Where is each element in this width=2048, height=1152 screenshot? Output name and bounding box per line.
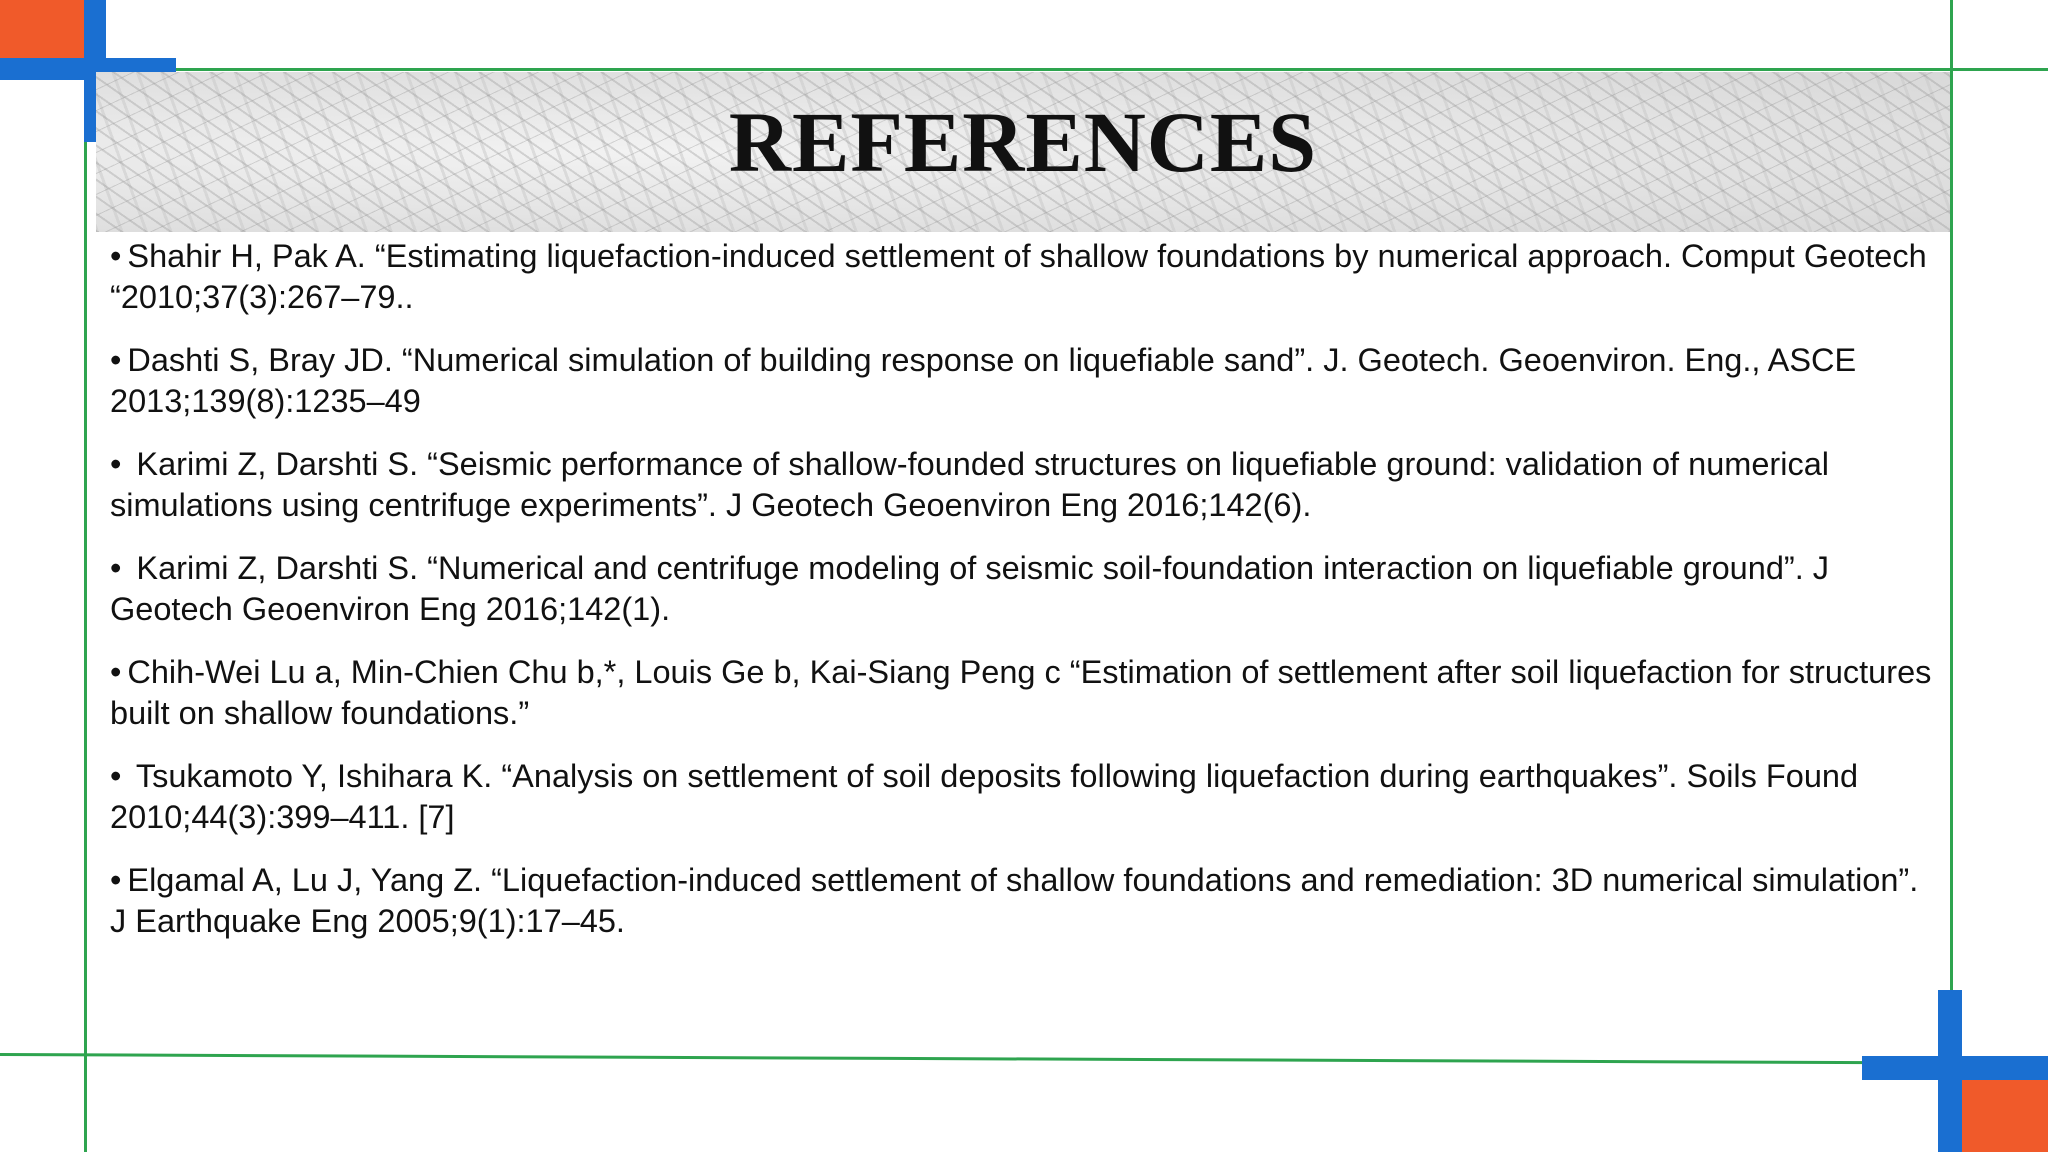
reference-text: Karimi Z, Darshti S. “Seismic performance of shallow-founded structures on liquefiable ground: validation of numerical simulations using centrifuge experiments”. J Geotech Geoenviron Eng 2016;142(6). — [110, 446, 1830, 523]
frame-line-right — [1950, 0, 1953, 1010]
reference-item — [110, 340, 1940, 422]
bullet: • — [110, 758, 122, 794]
frame-line-bottom — [0, 1053, 1870, 1064]
reference-text: Shahir H, Pak A. “Estimating liquefaction-induced settlement of shallow foundations by numerical approach. Comput Geotech “2010;37(3):267–79.. — [110, 238, 1927, 315]
reference-item — [110, 860, 1940, 942]
reference-item — [110, 756, 1940, 838]
slide-title: REFERENCES — [728, 94, 1318, 190]
bullet: • — [110, 654, 122, 690]
reference-item — [110, 652, 1940, 734]
bullet: • — [110, 446, 122, 482]
bullet: • — [110, 550, 122, 586]
bullet: • — [110, 342, 122, 378]
frame-line-left — [84, 60, 87, 1152]
reference-text: Dashti S, Bray JD. “Numerical simulation of building response on liquefiable sand”. J. Geotech. Geoenviron. Eng., ASCE 2013;139(8):1235–49 — [110, 342, 1857, 419]
corner-orange-square-bottom-right — [1950, 1080, 2048, 1152]
reference-text: Chih-Wei Lu a, Min-Chien Chu b,*, Louis Ge b, Kai-Siang Peng c “Estimation of settlement after soil liquefaction for structures built on shallow foundations.” — [110, 654, 1932, 731]
reference-item — [110, 236, 1940, 318]
reference-text: Karimi Z, Darshti S. “Numerical and centrifuge modeling of seismic soil-foundation interaction on liquefiable ground”. J Geotech Geoenviron Eng 2016;142(1). — [110, 550, 1830, 627]
frame-line-top — [90, 68, 2048, 71]
reference-item — [110, 444, 1940, 526]
reference-text: Elgamal A, Lu J, Yang Z. “Liquefaction-induced settlement of shallow foundations and remediation: 3D numerical simulation”. J Earthquake Eng 2005;9(1):17–45. — [110, 862, 1919, 939]
corner-blue-bar-vertical-bottom-right — [1938, 990, 1962, 1152]
reference-item — [110, 548, 1940, 630]
reference-list — [110, 236, 1940, 964]
reference-text: Tsukamoto Y, Ishihara K. “Analysis on settlement of soil deposits following liquefaction during earthquakes”. Soils Found 2010;44(3):399–411. [7] — [110, 758, 1859, 835]
corner-orange-square-top-left — [0, 0, 86, 62]
bullet: • — [110, 238, 122, 274]
bullet: • — [110, 862, 122, 898]
